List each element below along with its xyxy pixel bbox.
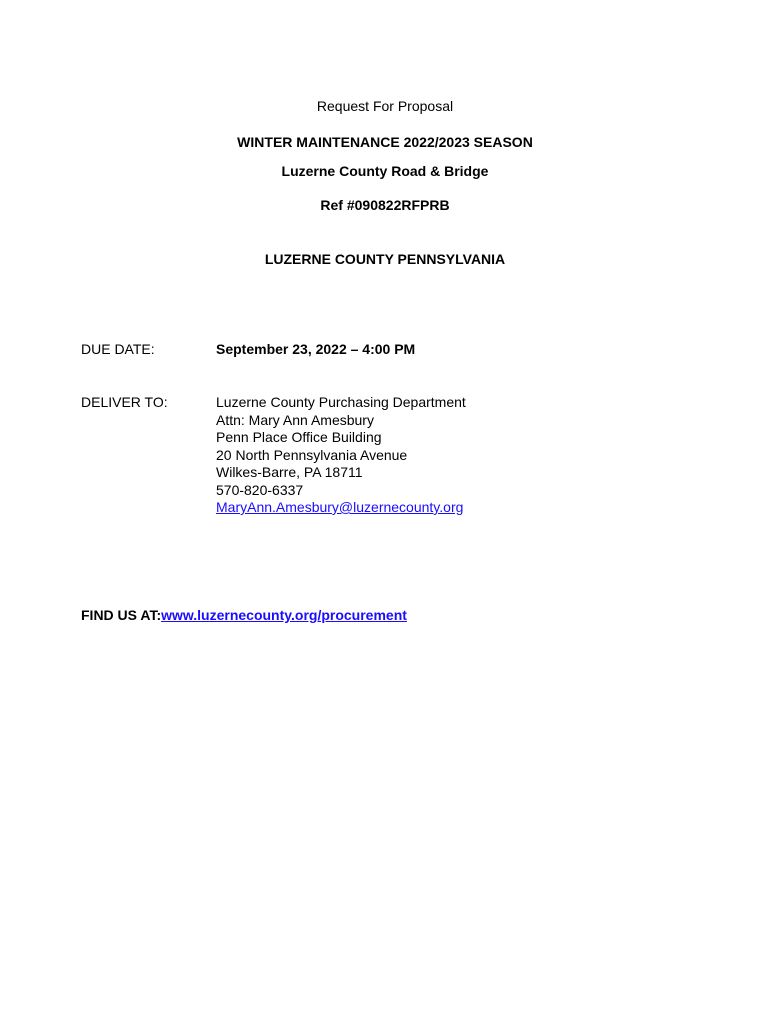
find-us-line: [81, 607, 407, 624]
reference-number: Ref #090822RFPRB: [320, 197, 450, 213]
address-line-attention: Attn: Mary Ann Amesbury: [216, 411, 374, 428]
address-line-phone: 570-820-6337: [216, 481, 304, 498]
procurement-website-link[interactable]: www.luzernecounty.org/procurement: [161, 607, 407, 623]
due-date-value: September 23, 2022 – 4:00 PM: [216, 341, 416, 357]
address-line-street: 20 North Pennsylvania Avenue: [216, 446, 408, 463]
address-line-city: Wilkes-Barre, PA 18711: [216, 464, 363, 480]
deliver-to-address: [216, 394, 466, 517]
county-heading: LUZERNE COUNTY PENNSYLVANIA: [264, 251, 506, 267]
deliver-to-label: DELIVER TO:: [81, 394, 168, 410]
email-link[interactable]: MaryAnn.Amesbury@luzernecounty.org: [216, 499, 464, 515]
document-subtitle: Luzerne County Road & Bridge: [281, 163, 489, 179]
address-line-building: Penn Place Office Building: [216, 429, 382, 445]
address-line-department: Luzerne County Purchasing Department: [216, 394, 466, 410]
document-type: Request For Proposal: [316, 98, 454, 114]
find-us-label: FIND US AT:: [81, 607, 162, 623]
due-date-label: DUE DATE:: [81, 341, 155, 357]
document-title: WINTER MAINTENANCE 2022/2023 SEASON: [237, 134, 533, 150]
